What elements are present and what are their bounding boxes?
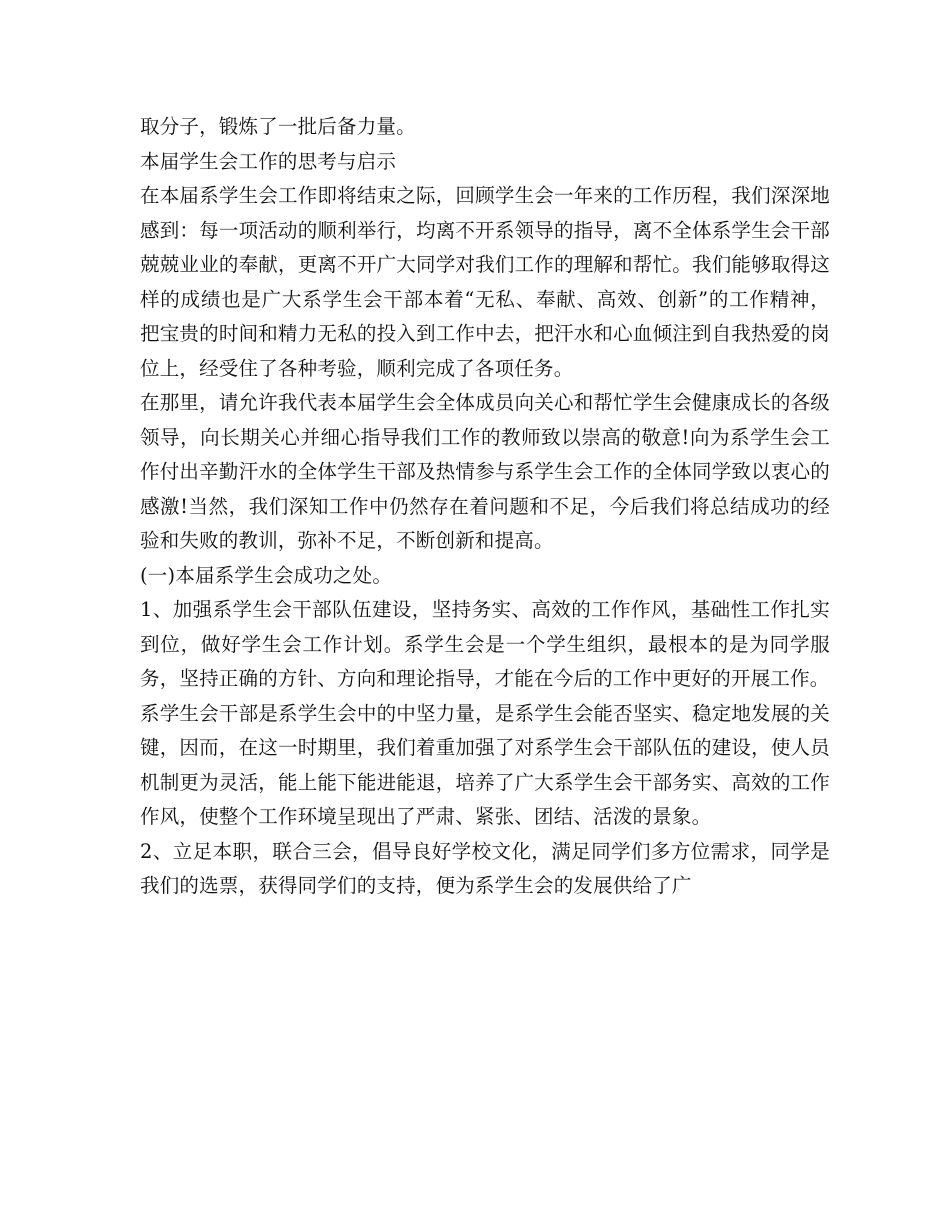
paragraph-3: 在本届系学生会工作即将结束之际，回顾学生会一年来的工作历程，我们深深地感到：每一项活动的顺利举行，均离不开系领导的指导，离不全体系学生会干部兢兢业业的奉献，更离不开广大同学对我们工作的理解和帮忙。我们能够取得这样的成绩也是广大系学生会干部本着“无私、奉献、高效、创新”的工作精神，把宝贵的时间和精力无私的投入到工作中去，把汗水和心血倾注到自我热爱的岗位上，经受住了各种考验，顺利完成了各项任务。 — [140, 184, 830, 380]
paragraph-6: 1、加强系学生会干部队伍建设，坚持务实、高效的工作作风，基础性工作扎实到位，做好学生会工作计划。系学生会是一个学生组织，最根本的是为同学服务，坚持正确的方针、方向和理论指导，才能在今后的工作中更好的开展工作。 — [140, 598, 830, 690]
paragraph-4: 在那里，请允许我代表本届学生会全体成员向关心和帮忙学生会健康成长的各级领导，向长期关心并细心指导我们工作的教师致以崇高的敬意!向为系学生会工作付出辛勤汗水的全体学生干部及热情参与系学生会工作的全体同学致以衷心的感激!当然，我们深知工作中仍然存在着问题和不足，今后我们将总结成功的经验和失败的教训，弥补不足，不断创新和提高。 — [140, 391, 830, 552]
paragraph-1: 取分子，锻炼了一批后备力量。 — [140, 115, 416, 138]
paragraph-7: 系学生会干部是系学生会中的中坚力量，是系学生会能否坚实、稳定地发展的关键，因而，在这一时期里，我们着重加强了对系学生会干部队伍的建设，使人员机制更为灵活，能上能下能进能退，培养了广大系学生会干部务实、高效的工作作风，使整个工作环境呈现出了严肃、紧张、团结、活泼的景象。 — [140, 701, 830, 828]
subsection-heading: (一)本届系学生会成功之处。 — [140, 563, 393, 587]
document-body — [140, 110, 830, 904]
section-heading: 本届学生会工作的思考与启示 — [140, 149, 397, 173]
paragraph-8: 2、立足本职，联合三会，倡导良好学校文化，满足同学们多方位需求，同学是我们的选票，获得同学们的支持，便为系学生会的发展供给了广 — [140, 839, 830, 897]
